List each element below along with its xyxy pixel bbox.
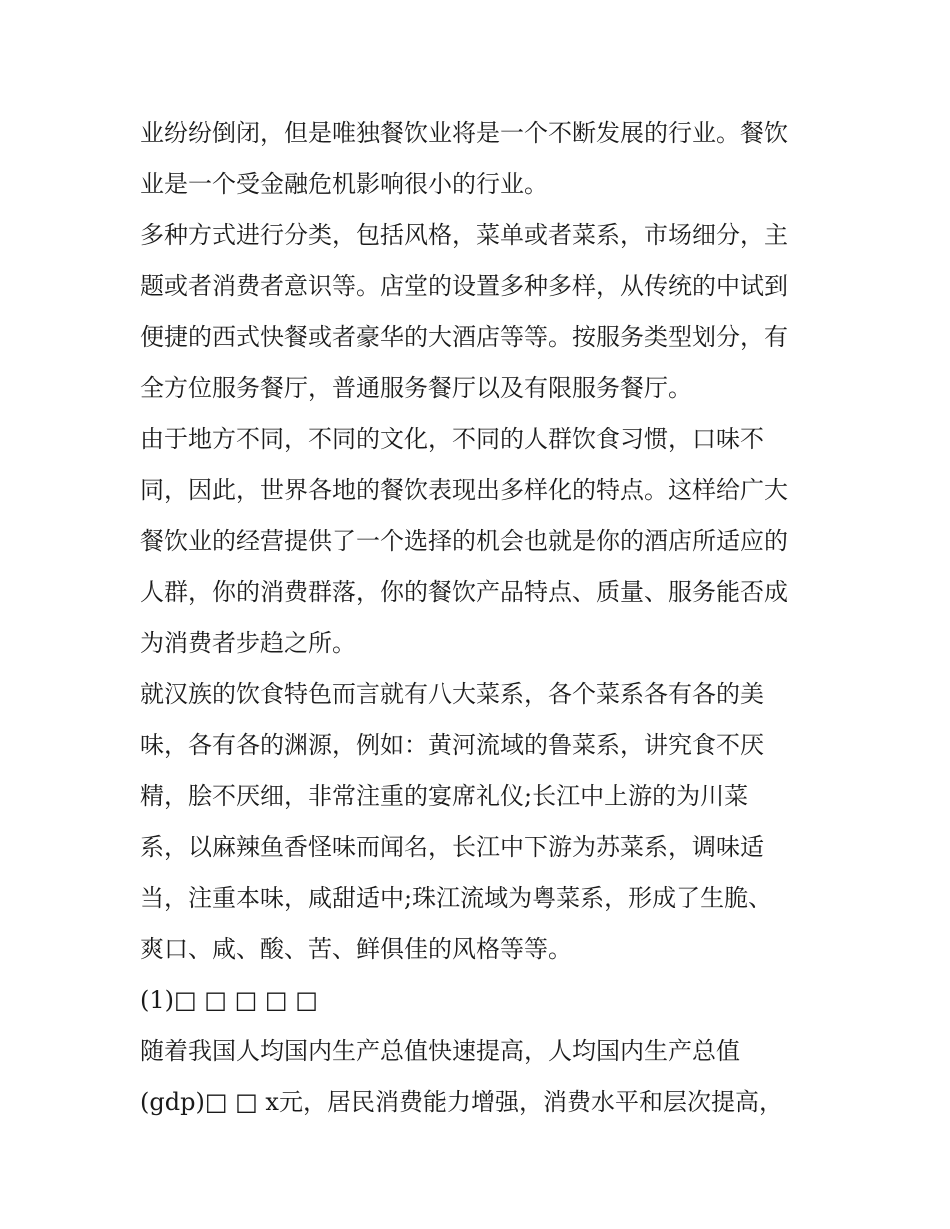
text-line: 业纷纷倒闭，但是唯独餐饮业将是一个不断发展的行业。餐饮 — [140, 119, 788, 147]
text-line: 味，各有各的渊源，例如：黄河流域的鲁菜系，讲究食不厌 — [140, 731, 764, 759]
text-line: 业是一个受金融危机影响很小的行业。 — [140, 170, 548, 198]
body-text — [140, 108, 830, 1128]
text-line: 当，注重本味，咸甜适中;珠江流域为粤菜系，形成了生脆、 — [140, 884, 773, 912]
text-line: 同，因此，世界各地的餐饮表现出多样化的特点。这样给广大 — [140, 476, 788, 504]
text-line: 题或者消费者意识等。店堂的设置多种多样，从传统的中试到 — [140, 272, 788, 300]
text-line: 全方位服务餐厅，普通服务餐厅以及有限服务餐厅。 — [140, 374, 692, 402]
text-line: 餐饮业的经营提供了一个选择的机会也就是你的酒店所适应的 — [140, 527, 788, 555]
text-line: (gdp)□ □ x元，居民消费能力增强，消费水平和层次提高， — [140, 1088, 783, 1116]
text-line: 随着我国人均国内生产总值快速提高，人均国内生产总值 — [140, 1037, 740, 1065]
text-line: 便捷的西式快餐或者豪华的大酒店等等。按服务类型划分，有 — [140, 323, 788, 351]
text-line: (1)□ □ □ □ □ — [140, 986, 318, 1014]
text-line: 系，以麻辣鱼香怪味而闻名，长江中下游为苏菜系，调味适 — [140, 833, 764, 861]
text-line: 就汉族的饮食特色而言就有八大菜系，各个菜系各有各的美 — [140, 680, 764, 708]
text-line: 人群，你的消费群落，你的餐饮产品特点、质量、服务能否成 — [140, 578, 788, 606]
text-line: 多种方式进行分类，包括风格，菜单或者菜系，市场细分，主 — [140, 221, 788, 249]
text-line: 精，脍不厌细，非常注重的宴席礼仪;长江中上游的为川菜 — [140, 782, 749, 810]
text-line: 由于地方不同，不同的文化，不同的人群饮食习惯，口味不 — [140, 425, 764, 453]
text-line: 爽口、咸、酸、苦、鲜俱佳的风格等等。 — [140, 935, 572, 963]
text-line: 为消费者步趋之所。 — [140, 629, 356, 657]
